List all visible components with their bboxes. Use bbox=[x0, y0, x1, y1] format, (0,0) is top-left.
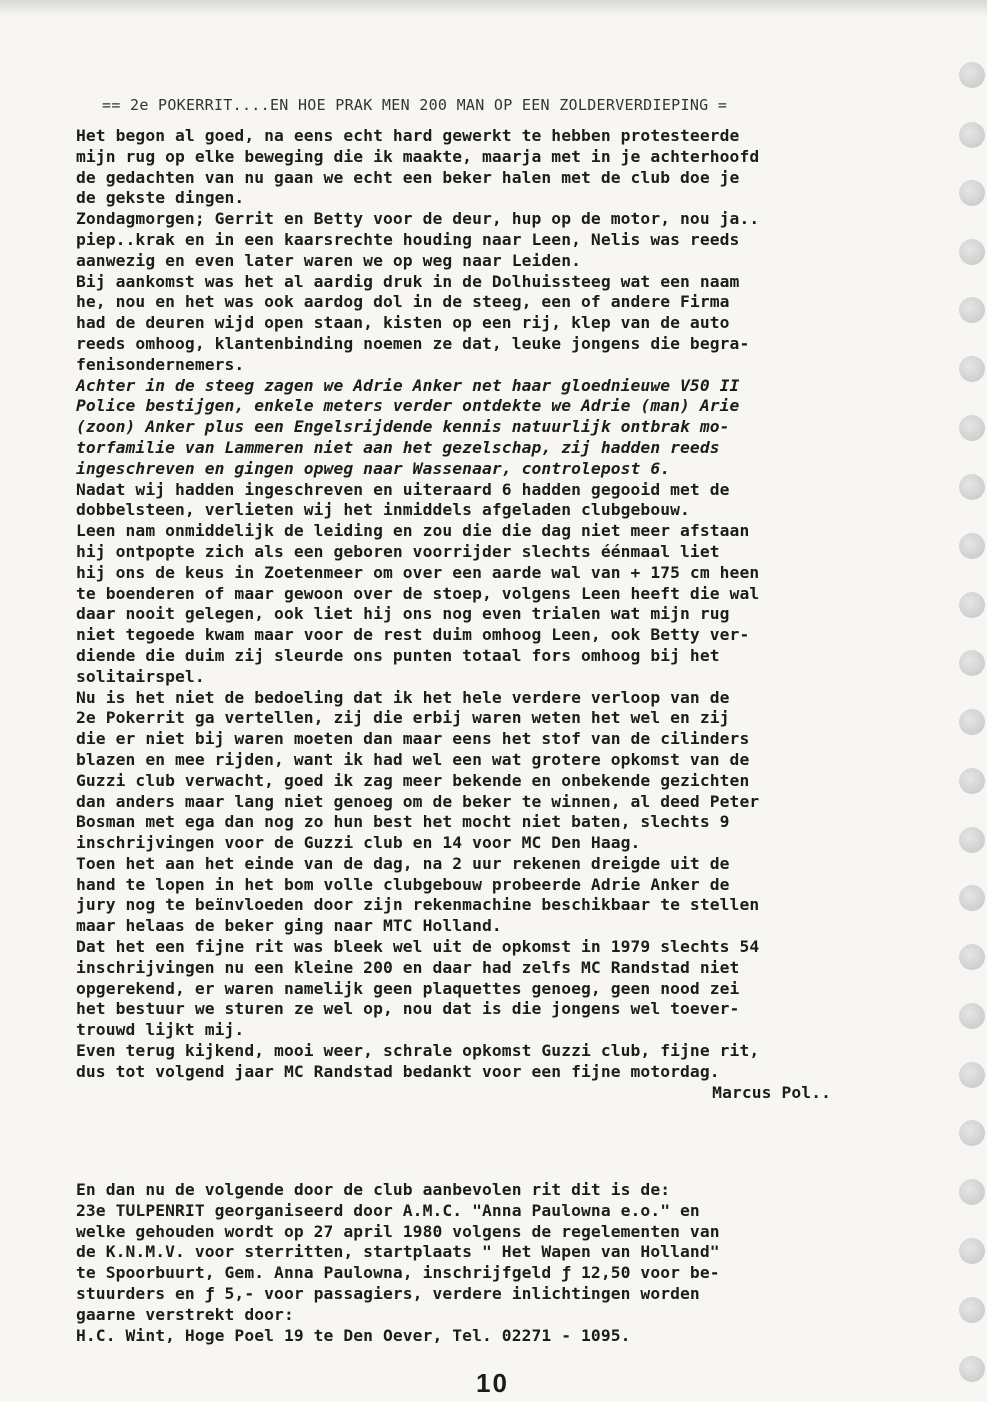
punch-hole bbox=[959, 1062, 985, 1088]
page-number: 10 bbox=[476, 1368, 509, 1398]
punch-hole bbox=[959, 122, 985, 148]
punch-hole bbox=[959, 180, 985, 206]
punch-hole bbox=[959, 1238, 985, 1264]
binder-holes bbox=[953, 40, 987, 1402]
punch-hole bbox=[959, 1297, 985, 1323]
punch-hole bbox=[959, 827, 985, 853]
paragraph: Het begon al goed, na eens echt hard gewerkt te hebben protesteerde mijn rug op elke beweging die ik maakte, maarja met in je achterhoofd de gedachten van nu gaan we echt een beker halen met de club doe je de gekste dingen. bbox=[76, 126, 760, 208]
punch-hole bbox=[959, 474, 985, 500]
paragraph: Bij aankomst was het al aardig druk in de Dolhuissteeg wat een naam he, nou en het was ook aardog dol in de steeg, een of andere Firma had de deuren wijd open staan, kisten op een rij, klep van de auto reeds omhoog, klantenbinding noemen ze dat, leuke jongens die begra- fenisondernemers. bbox=[76, 271, 750, 374]
paragraph: Dat het een fijne rit was bleek wel uit de opkomst in 1979 slechts 54 inschrijvingen nu een kleine 200 en daar had zelfs MC Randstad niet opgerekend, er waren namelijk geen plaquettes genoeg, geen nood zei het bestuur we sturen ze wel op, nou dat is die jongens wel toever- trouwd lijkt mij. bbox=[76, 937, 760, 1040]
punch-hole bbox=[959, 650, 985, 676]
punch-hole bbox=[959, 1120, 985, 1146]
article-header: == 2e POKERRIT....EN HOE PRAK MEN 200 MAN OP EEN ZOLDERVERDIEPING = bbox=[102, 96, 728, 114]
signature: Marcus Pol.. bbox=[712, 1082, 831, 1102]
announcement bbox=[76, 1180, 951, 1346]
paragraph: Leen nam onmiddelijk de leiding en zou die die dag niet meer afstaan hij ontpopte zich als een geboren voorrijder slechts éénmaal liet hij ons de keus in Zoetenmeer om over een aarde wal van + 175 cm heen te boenderen of maar gewoon over de stoep, volgens Leen heeft die wal daar nooit gelegen, ook liet hij ons nog even trialen wat mijn rug niet tegoede kwam maar voor de rest duim omhoog Leen, ook Betty ver- diende die duim zij sleurde ons punten totaal fors omhoog bij het solitairspel. bbox=[76, 521, 760, 686]
paragraph: Nadat wij hadden ingeschreven en uiteraard 6 hadden gegooid met de dobbelsteen, verlieten wij het inmiddels afgeladen clubgebouw. bbox=[76, 479, 730, 520]
punch-hole bbox=[959, 297, 985, 323]
paragraph: Toen het aan het einde van de dag, na 2 uur rekenen dreigde uit de hand te lopen in het bom volle clubgebouw probeerde Adrie Anker de jury nog te beïnvloeden door zijn rekenmachine beschikbaar te stellen maar helaas de beker ging naar MTC Holland. bbox=[76, 853, 760, 936]
punch-hole bbox=[959, 944, 985, 970]
punch-hole bbox=[959, 62, 985, 88]
punch-hole bbox=[959, 1356, 985, 1382]
punch-hole bbox=[959, 768, 985, 794]
punch-hole bbox=[959, 885, 985, 911]
page-top-shadow bbox=[0, 0, 987, 16]
punch-hole bbox=[959, 415, 985, 441]
paragraph: Achter in de steeg zagen we Adrie Anker net haar gloednieuwe V50 II Police bestijgen, enkele meters verder ontdekte we Adrie (man) Arie (zoon) Anker plus een Engelsrijdende kennis natuurlijk ontbrak mo- torfamilie van Lammeren niet aan het gezelschap, zij hadden reeds ingeschreven en gingen opweg naar Wassenaar, controlepost 6. bbox=[76, 375, 740, 478]
punch-hole bbox=[959, 1003, 985, 1029]
paragraph: Even terug kijkend, mooi weer, schrale opkomst Guzzi club, fijne rit, dus tot volgend jaar MC Randstad bedankt voor een fijne motordag. bbox=[76, 1041, 760, 1081]
punch-hole bbox=[959, 592, 985, 618]
punch-hole bbox=[959, 709, 985, 735]
paragraph: Zondagmorgen; Gerrit en Betty voor de deur, hup op de motor, nou ja.. piep..krak en in een kaarsrechte houding naar Leen, Nelis was reeds aanwezig en even later waren we op weg naar Leiden. bbox=[76, 209, 760, 270]
punch-hole bbox=[959, 533, 985, 559]
announcement-text: En dan nu de volgende door de club aanbevolen rit dit is de: 23e TULPENRIT georganiseerd door A.M.C. "Anna Paulowna e.o." en welke gehouden wordt op 27 april 1980 volgens de regelementen van de K.N.M.V. voor sterritten, startplaats " Het Wapen van Holland" te Spoorbuurt, Gem. Anna Paulowna, inschrijfgeld ƒ 12,50 voor be- stuurders en ƒ 5,- voor passagiers, verdere inlichtingen worden gaarne verstrekt door: H.C. Wint, Hoge Poel 19 te Den Oever, Tel. 02271 - 1095. bbox=[76, 1180, 720, 1345]
punch-hole bbox=[959, 1179, 985, 1205]
article bbox=[76, 96, 951, 1103]
paragraph: Nu is het niet de bedoeling dat ik het hele verdere verloop van de 2e Pokerrit ga vertellen, zij die erbij waren weten het wel en zij die er niet bij waren moeten dan maar eens het stof van de cilinders blazen en mee rijden, want ik had wel een wat grotere opkomst van de Guzzi club verwacht, goed ik zag meer bekende en onbekende gezichten dan anders maar lang niet genoeg om de beker te winnen, al deed Peter Bosman met ega dan nog zo hun best het mocht niet baten, slechts 9 inschrijvingen voor de Guzzi club en 14 voor MC Den Haag. bbox=[76, 687, 760, 853]
punch-hole bbox=[959, 356, 985, 382]
punch-hole bbox=[959, 239, 985, 265]
